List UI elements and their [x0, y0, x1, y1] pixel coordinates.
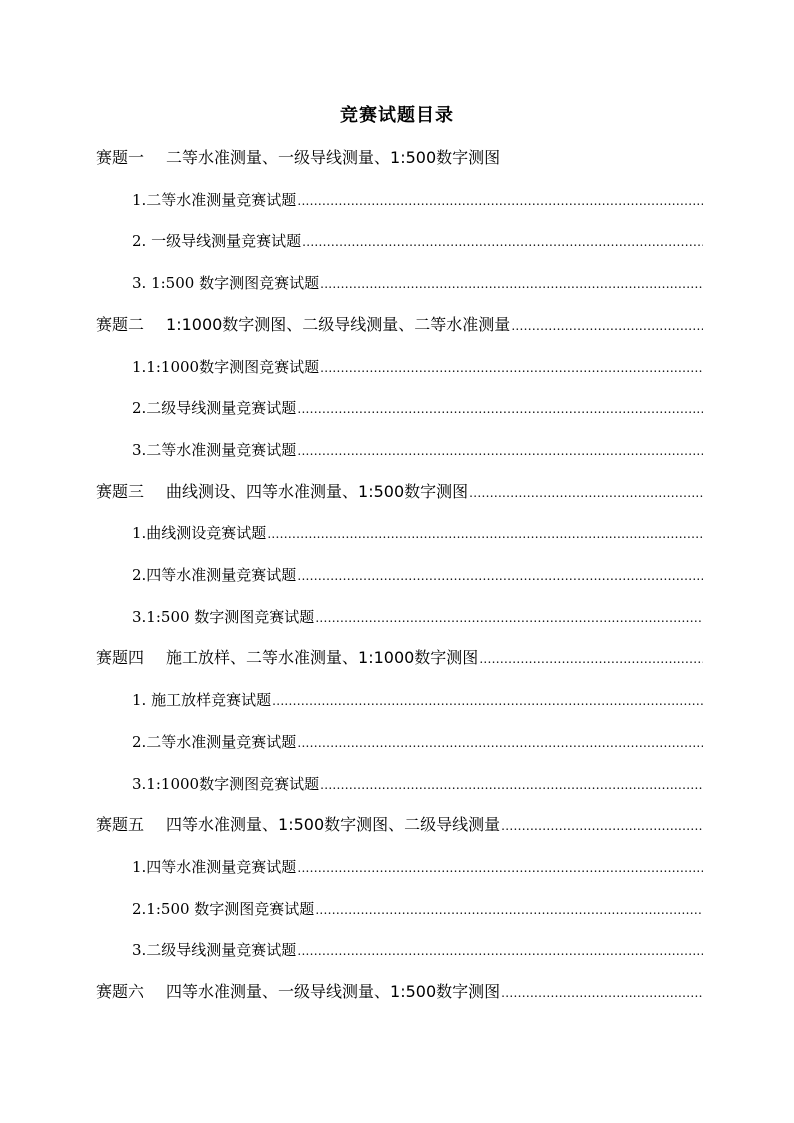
toc-entry-text [132, 271, 319, 295]
toc-dot-leader [320, 356, 703, 380]
toc-entry-text [96, 813, 500, 837]
toc-entry-title: 2.四等水准测量竞赛试题 [132, 566, 297, 584]
toc-entry-title: 2.二等水准测量竞赛试题 [132, 732, 297, 751]
toc-entry-prefix: 赛题一 [96, 148, 145, 167]
toc-entry-title: 曲线测设、四等水准测量、1:500数字测图 [166, 481, 469, 501]
toc-entry-title: 四等水准测量、1:500数字测图、二级导线测量 [166, 815, 501, 835]
toc-dot-leader [267, 522, 703, 546]
toc-dot-leader [315, 606, 703, 630]
toc-subsection-entry [132, 396, 703, 420]
toc-entry-title: 施工放样、二等水准测量、1:1000数字测图 [166, 648, 479, 668]
toc-entry-text [132, 730, 296, 754]
toc-entry-title: 1.四等水准测量竞赛试题 [132, 857, 297, 876]
toc-subsection-entry [132, 897, 703, 921]
toc-entry-prefix: 赛题五 [96, 815, 145, 835]
toc-dot-leader [297, 856, 703, 880]
toc-entry-title: 1.1:1000数字测图竞赛试题 [132, 357, 320, 376]
toc-dot-leader [272, 689, 703, 713]
toc-entry-prefix: 赛题六 [96, 982, 145, 1001]
toc-subsection-entry [132, 688, 703, 712]
toc-entry-text [132, 355, 319, 379]
toc-entry-text [96, 146, 500, 170]
toc-dot-leader [297, 189, 703, 213]
toc-dot-leader [469, 481, 703, 505]
toc-dot-leader [297, 939, 703, 963]
toc-subsection-entry [132, 271, 703, 295]
toc-dot-leader [315, 898, 703, 922]
toc-entry-text [132, 188, 296, 212]
toc-subsection-entry [132, 938, 703, 962]
toc-entry-prefix: 赛题四 [96, 648, 145, 668]
toc-dot-leader [479, 647, 703, 671]
toc-section-entry [96, 646, 703, 670]
toc-dot-leader [297, 439, 703, 463]
toc-subsection-entry [132, 772, 703, 796]
toc-section-entry [96, 480, 703, 504]
toc-title: 竞赛试题目录 [340, 105, 454, 126]
toc-entry-text [132, 772, 319, 796]
toc-entry-text [96, 480, 468, 504]
toc-section-entry [96, 980, 703, 1004]
toc-entry-text [96, 646, 478, 670]
toc-subsection-entry [132, 605, 703, 629]
toc-section-entry [96, 313, 703, 337]
toc-subsection-entry [132, 188, 703, 212]
toc-entry-title: 1.二等水准测量竞赛试题 [132, 190, 297, 209]
toc-entry-text [132, 438, 296, 462]
toc-entry-prefix: 赛题二 [96, 314, 145, 334]
toc-dot-leader [501, 981, 703, 1005]
toc-entry-title: 3.二级导线测量竞赛试题 [132, 941, 297, 960]
toc-entry-title: 3. 1:500 数字测图竞赛试题 [132, 274, 320, 293]
toc-entry-text [132, 897, 314, 921]
toc-entry-title: 2.二级导线测量竞赛试题 [132, 399, 297, 418]
toc-subsection-entry [132, 730, 703, 754]
toc-dot-leader [302, 230, 703, 254]
toc-section-entry [96, 146, 703, 170]
toc-dot-leader [320, 272, 703, 296]
toc-entry-text [132, 855, 296, 879]
toc-subsection-entry [132, 521, 703, 545]
toc-entry-title: 1:1000数字测图、二级导线测量、二等水准测量 [166, 314, 511, 334]
toc-entry-text [96, 313, 510, 337]
toc-dot-leader [297, 731, 703, 755]
toc-dot-leader [501, 814, 703, 838]
toc-entry-text [132, 229, 301, 253]
toc-entry-title: 1. 施工放样竞赛试题 [132, 691, 272, 710]
toc-entry-text [132, 396, 296, 420]
toc-section-entry [96, 813, 703, 837]
toc-entry-title: 3.1:1000数字测图竞赛试题 [132, 774, 320, 793]
toc-entry-title: 四等水准测量、一级导线测量、1:500数字测图 [166, 982, 501, 1001]
toc-entry-text [132, 938, 296, 962]
toc-entry-title: 3.二等水准测量竞赛试题 [132, 440, 297, 459]
toc-entry-text [96, 980, 500, 1004]
toc-subsection-entry [132, 229, 703, 253]
toc-subsection-entry [132, 438, 703, 462]
toc-subsection-entry [132, 355, 703, 379]
toc-entry-title: 2. 一级导线测量竞赛试题 [132, 232, 302, 251]
toc-entry-text [132, 563, 296, 587]
toc-dot-leader [297, 564, 703, 588]
toc-dot-leader [297, 397, 703, 421]
toc-entry-title: 1.曲线测设竞赛试题 [132, 524, 267, 543]
toc-entry-text [132, 688, 271, 712]
toc-dot-leader [511, 314, 703, 338]
toc-entry-prefix: 赛题三 [96, 481, 145, 501]
toc-entry-title: 2.1:500 数字测图竞赛试题 [132, 899, 315, 918]
toc-subsection-entry [132, 563, 703, 587]
toc-entry-text [132, 605, 314, 629]
toc-subsection-entry [132, 855, 703, 879]
toc-entry-title: 二等水准测量、一级导线测量、1:500数字测图 [166, 148, 501, 167]
toc-entry-text [132, 521, 266, 545]
toc-dot-leader [320, 773, 703, 797]
toc-entry-title: 3.1:500 数字测图竞赛试题 [132, 607, 315, 626]
